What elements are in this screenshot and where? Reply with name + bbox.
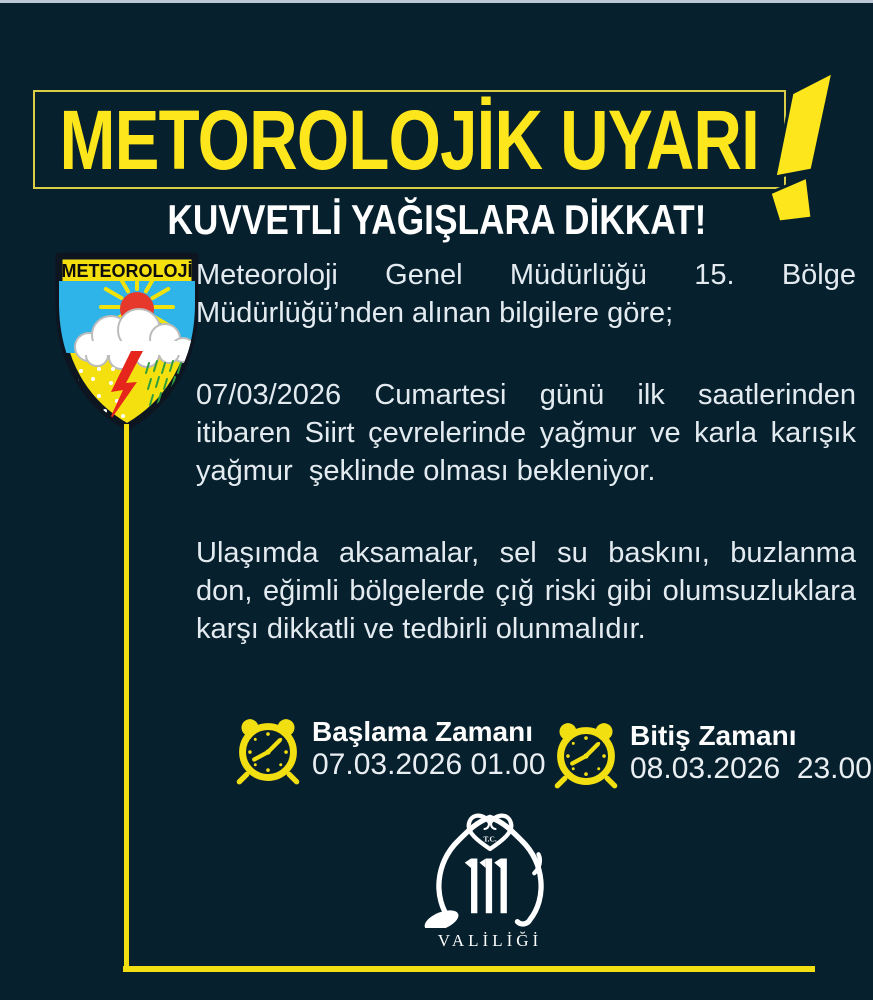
start-time-group <box>234 716 546 786</box>
warning-body <box>196 256 865 692</box>
siirt-emblem-icon <box>415 810 565 928</box>
start-time-value: 07.03.2026 01.00 <box>312 748 546 781</box>
shield-pole <box>124 424 129 967</box>
tc-label: T.C. <box>483 834 497 844</box>
end-time-value: 08.03.2026 23.00 <box>630 752 872 785</box>
heart-icon <box>469 816 512 849</box>
governorship-label: VALİLİĞİ <box>437 931 543 950</box>
title-banner <box>33 90 786 189</box>
shield-label: METEOROLOJİ <box>61 261 193 281</box>
poster-subtitle: KUVVETLİ YAĞIŞLARA DİKKAT! <box>166 196 707 243</box>
paragraph-source: Meteoroloji Genel Müdürlüğü 15. Bölge Müdürlüğü’nden alınan bilgilere göre; <box>196 259 865 329</box>
poster-title: METOROLOJİK UYARI <box>59 92 760 187</box>
poster-subtitle-wrap <box>0 196 873 244</box>
end-time-group <box>552 720 872 790</box>
start-time-label: Başlama Zamanı <box>312 716 533 747</box>
paragraph-forecast: 07/03/2026 Cumartesi günü ilk saatlerinden itibaren Siirt çevrelerinde yağmur ve karla karışık yağmur şeklinde olması bekleniyor. <box>196 379 865 487</box>
governorship-logo <box>405 810 575 951</box>
top-edge-strip <box>0 0 873 3</box>
alarm-clock-icon <box>552 720 620 790</box>
meteorology-shield-icon <box>53 251 201 431</box>
end-time-label: Bitiş Zamanı <box>630 720 797 751</box>
bottom-border-line <box>123 966 815 972</box>
alarm-clock-icon <box>234 716 302 786</box>
paragraph-risks: Ulaşımda aksamalar, sel su baskını, buzlanma don, eğimli bölgelerde çığ riski gibi olumsuzluklara karşı dikkatli ve tedbirli olunmalıdır. <box>196 537 865 645</box>
